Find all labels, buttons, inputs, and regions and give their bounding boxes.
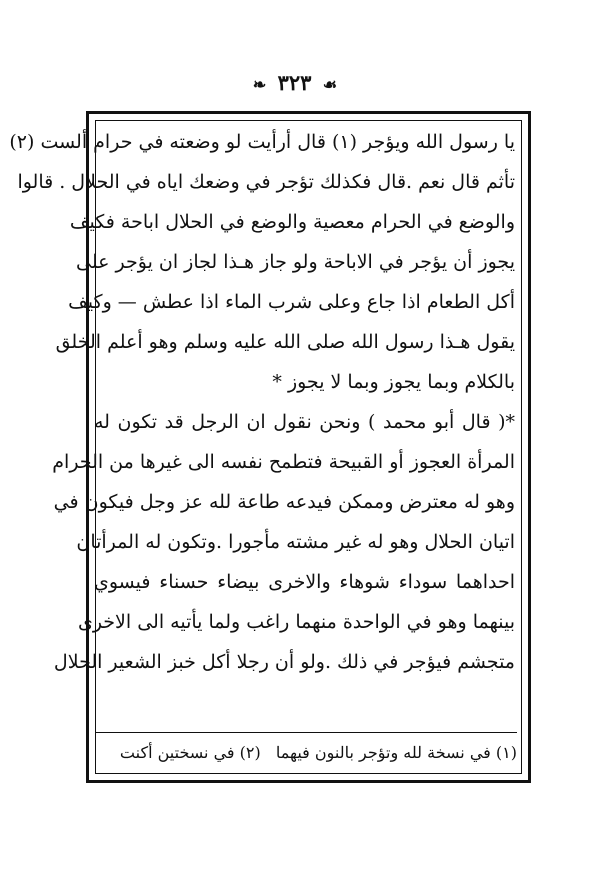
footnotes	[96, 736, 517, 770]
text-line: بينهما وهو في الواحدة منهما راغب ولما يأتيه الى الاخرى	[77, 611, 515, 633]
page-number: ٣٢٣	[277, 70, 312, 95]
text-line: اتيان الحلال وهو له غير مشته مأجورا .وتكون له المرأتان	[76, 531, 515, 553]
text-line: المرأة العجوز أو القبيحة فتطمح نفسه الى غيرها من الحرام	[52, 451, 515, 473]
body-text	[9, 122, 515, 682]
text-line: يجوز أن يؤجر في الاباحة ولو جاز هـذا لجاز ان يؤجر على	[76, 251, 515, 273]
text-line: بالكلام وبما يجوز وبما لا يجوز *	[272, 371, 515, 393]
text-line: والوضع في الحرام معصية والوضع في الحلال اباحة فكيف	[69, 211, 515, 233]
page-number-header	[0, 70, 590, 95]
text-line: *( قال أبو محمد ) ونحن نقول ان الرجل قد تكون له	[94, 411, 515, 433]
text-line: احداهما سوداء شوهاء والاخرى بيضاء حسناء فيسوي	[94, 571, 515, 593]
ornament-right-icon: ☙	[322, 75, 338, 94]
text-line: وهو له معترض وممكن فيدعه طاعة لله عز وجل فيكون في	[53, 491, 515, 513]
text-line: يقول هـذا رسول الله صلى الله عليه وسلم وهو أعلم الخلق	[55, 331, 515, 353]
footnote-1: (١) في نسخة لله وتؤجر بالنون فيهما	[275, 743, 517, 762]
text-line: تأثم قال نعم .قال فكذلك تؤجر في وضعك اياه في الحلال . قالوا	[17, 171, 515, 193]
text-line: أكل الطعام اذا جاع وعلى شرب الماء اذا عطش — وكيف	[68, 291, 515, 313]
footnote-2: (٢) في نسختين أكنت	[119, 743, 261, 762]
text-line: يا رسول الله ويؤجر (١) قال أرأيت لو وضعته في حرام ألست (٢)	[9, 131, 515, 153]
text-line: متجشم فيؤجر في ذلك .ولو أن رجلا أكل خبز الشعير الحلال	[53, 651, 515, 673]
ornament-left-icon: ❧	[252, 75, 267, 94]
footnote-divider	[96, 732, 517, 733]
